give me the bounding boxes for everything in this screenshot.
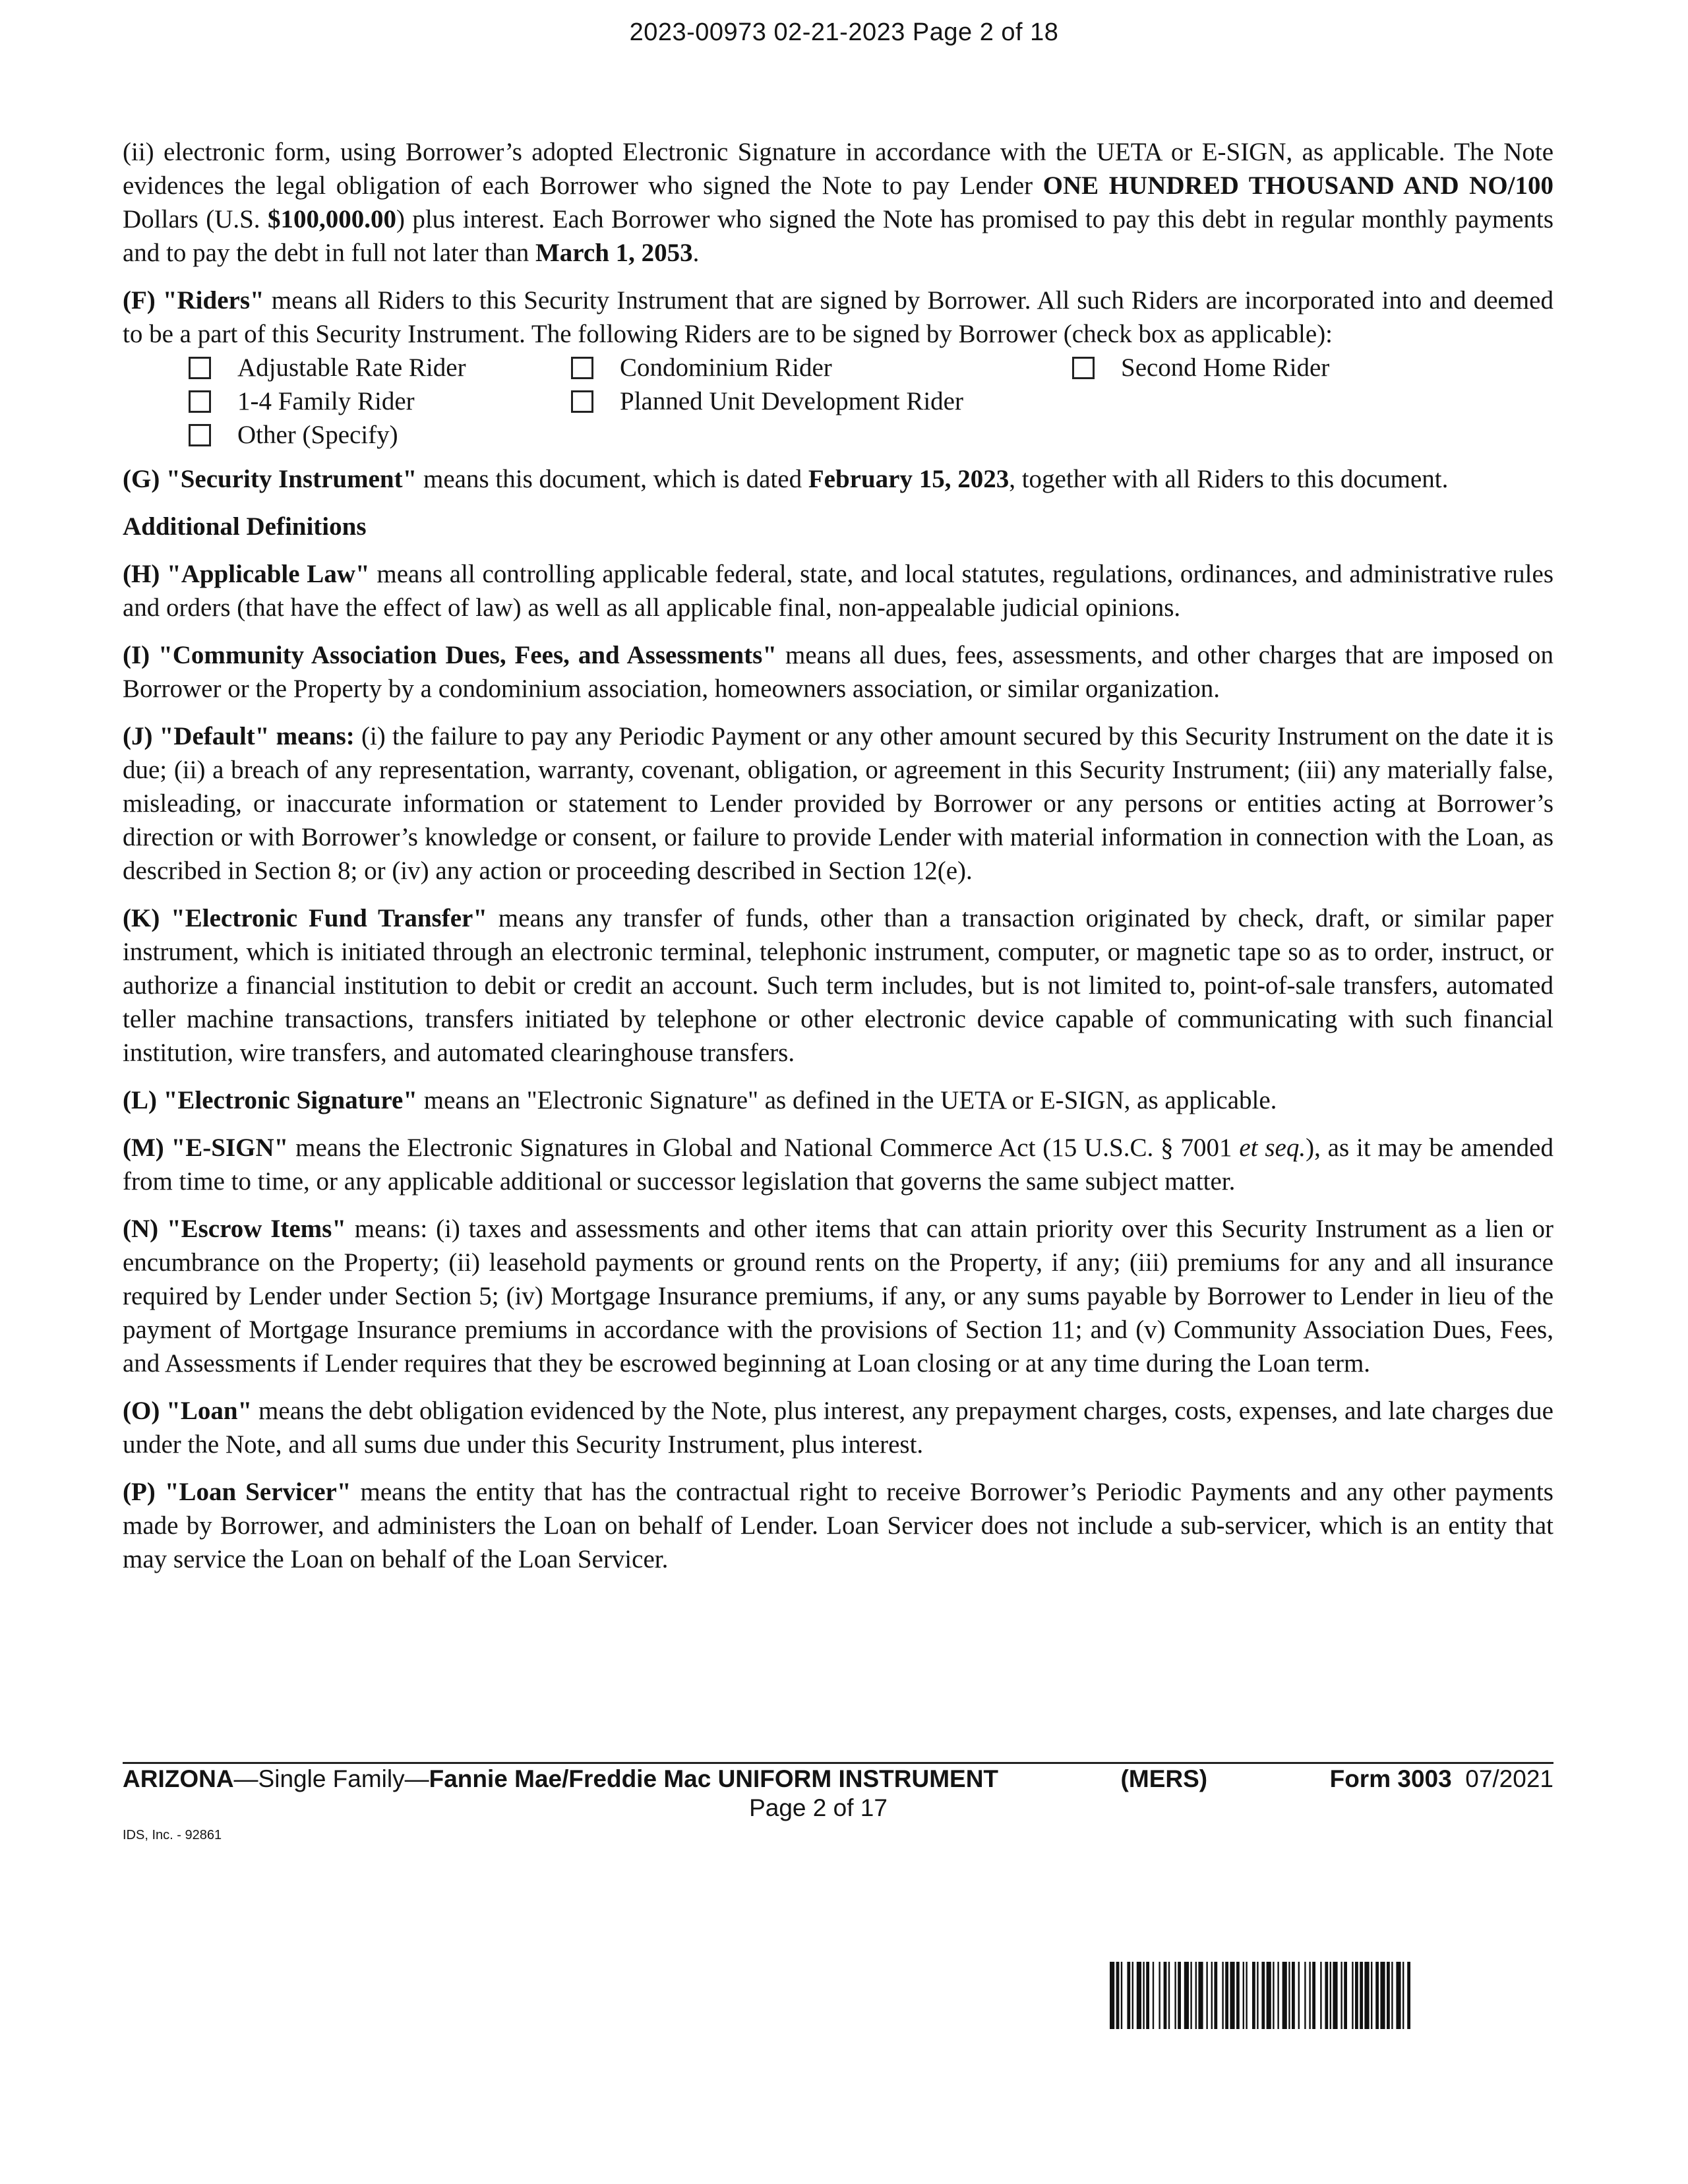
form-footer xyxy=(123,1765,1553,1823)
checkbox-icon[interactable] xyxy=(189,424,211,446)
paragraph-riders: (F) "Riders" means all Riders to this Security Instrument that are signed by Borrower. All such Riders are incorporated into and deemed to be a part of this Security Instrument. The following Riders are to be signed by Borrower (check box as applicable): xyxy=(123,286,1553,348)
paragraph-default: (J) "Default" means: (i) the failure to pay any Periodic Payment or any other amount secured by this Security Instrument on the date it is due; (ii) a breach of any representation, warranty, covenant, obligation, or agreement in this Security Instrument; (iii) any materially false, misleading, or inaccurate information or statement to Lender provided by Borrower or any persons or entities acting at Borrower’s direction or with Borrower’s knowledge or consent, or failure to provide Lender with material information in connection with the Loan, as described in Section 8; or (iv) any action or proceeding described in Section 12(e). xyxy=(123,722,1554,885)
loan-amount-words: ONE HUNDRED THOUSAND AND NO/100 xyxy=(1042,171,1553,200)
paragraph-loan: (O) "Loan" means the debt obligation evidenced by the Note, plus interest, any prepayment charges, costs, expenses, and late charges due under the Note, and all sums due under this Security Instrument, plus interest. xyxy=(123,1397,1553,1459)
paragraph-e-sign: (M) "E-SIGN" means the Electronic Signatures in Global and National Commerce Act (15 U.S.C. § 7001 et seq.), as it may be amended from time to time, or any applicable additional or successor legislation that governs the same subject matter. xyxy=(123,1134,1553,1196)
paragraph-loan-servicer: (P) "Loan Servicer" means the entity that has the contractual right to receive Borrower’s Periodic Payments and any other payments made by Borrower, and administers the Loan on behalf of Lender. Loan Servicer does not include a sub-servicer, which is an entity that may service the Loan on behalf of the Loan Servicer. xyxy=(123,1478,1553,1573)
rider-other[interactable] xyxy=(189,418,571,452)
checkbox-icon[interactable] xyxy=(189,390,211,413)
footer-form: Form 3003 07/2021 xyxy=(1329,1765,1553,1792)
checkbox-icon[interactable] xyxy=(1072,357,1095,379)
checkbox-icon[interactable] xyxy=(571,357,593,379)
document-body xyxy=(123,135,1553,1590)
instrument-date: February 15, 2023 xyxy=(808,465,1010,493)
paragraph-electronic-signature: (L) "Electronic Signature" means an "Electronic Signature" as defined in the UETA or E-SIGN, as applicable. xyxy=(123,1086,1277,1114)
rider-1-4-family[interactable] xyxy=(189,384,571,418)
rider-label: 1-4 Family Rider xyxy=(237,387,415,415)
paragraph-escrow-items: (N) "Escrow Items" means: (i) taxes and assessments and other items that can attain priority over this Security Instrument as a lien or encumbrance on the Property; (ii) leasehold payments or ground rents on the Property, if any; (iii) premiums for any and all insurance required by Lender under Section 5; (iv) Mortgage Insurance premiums, if any, or any sums payable by Borrower to Lender in lieu of the payment of Mortgage Insurance premiums in accordance with the provisions of Section 11; and (v) Community Association Dues, Fees, and Assessments if Lender requires that they be escrowed beginning at Loan closing or at any time during the Loan term. xyxy=(123,1215,1553,1378)
rider-label: Adjustable Rate Rider xyxy=(237,353,466,382)
recording-stamp: 2023-00973 02-21-2023 Page 2 of 18 xyxy=(629,18,1059,46)
checkbox-icon[interactable] xyxy=(189,357,211,379)
rider-label: Other (Specify) xyxy=(237,421,398,449)
rider-planned-unit-development[interactable] xyxy=(571,384,1072,418)
rider-second-home[interactable] xyxy=(1072,351,1534,384)
riders-checklist xyxy=(189,351,1553,452)
paragraph-community-association: (I) "Community Association Dues, Fees, and Assessments" means all dues, fees, assessments, and other charges that are imposed on Borrower or the Property by a condominium association, homeowners association, or similar organization. xyxy=(123,641,1553,703)
paragraph-electronic-fund-transfer: (K) "Electronic Fund Transfer" means any transfer of funds, other than a transaction originated by check, draft, or similar paper instrument, which is initiated through an electronic terminal, telephonic instrument, computer, or magnetic tape so as to order, instruct, or authorize a financial institution to debit or credit an account. Such term includes, but is not limited to, point-of-sale transfers, automated teller machine transactions, transfers initiated by telephone or other electronic device capable of communicating with such financial institution, wire transfers, and automated clearinghouse transfers. xyxy=(123,904,1553,1067)
section-heading: Additional Definitions xyxy=(123,512,367,541)
paragraph-security-instrument: (G) "Security Instrument" means this document, which is dated February 15, 2023, together with all Riders to this document. xyxy=(123,465,1449,493)
paragraph-note-continuation: (ii) electronic form, using Borrower’s adopted Electronic Signature in accordance with the UETA or E-SIGN, as applicable. The Note evidences the legal obligation of each Borrower who signed the Note to pay Lender ONE HUNDRED THOUSAND AND NO/100 Dollars (U.S. $100,000.00) plus interest. Each Borrower who signed the Note has promised to pay this debt in regular monthly payments and to pay the debt in full not later than March 1, 2053. xyxy=(123,138,1553,267)
rider-condominium[interactable] xyxy=(571,351,1072,384)
footer-divider xyxy=(123,1762,1553,1764)
rider-label: Second Home Rider xyxy=(1121,353,1330,382)
checkbox-icon[interactable] xyxy=(571,390,593,413)
paragraph-applicable-law: (H) "Applicable Law" means all controlling applicable federal, state, and local statutes, regulations, ordinances, and administrative rules and orders (that have the effect of law) as well as all applicable final, non-appealable judicial opinions. xyxy=(123,560,1553,622)
rider-label: Planned Unit Development Rider xyxy=(620,387,963,415)
barcode-icon xyxy=(1110,1962,1553,2029)
rider-adjustable-rate[interactable] xyxy=(189,351,571,384)
rider-label: Condominium Rider xyxy=(620,353,832,382)
footer-instrument: ARIZONA—Single Family—Fannie Mae/Freddie Mac UNIFORM INSTRUMENT xyxy=(123,1765,999,1792)
footer-mers: (MERS) xyxy=(1120,1765,1208,1792)
ids-code: IDS, Inc. - 92861 xyxy=(123,1828,222,1842)
footer-page-number: Page 2 of 17 xyxy=(749,1794,888,1821)
loan-amount: $100,000.00 xyxy=(267,205,396,233)
maturity-date: March 1, 2053 xyxy=(535,239,693,267)
